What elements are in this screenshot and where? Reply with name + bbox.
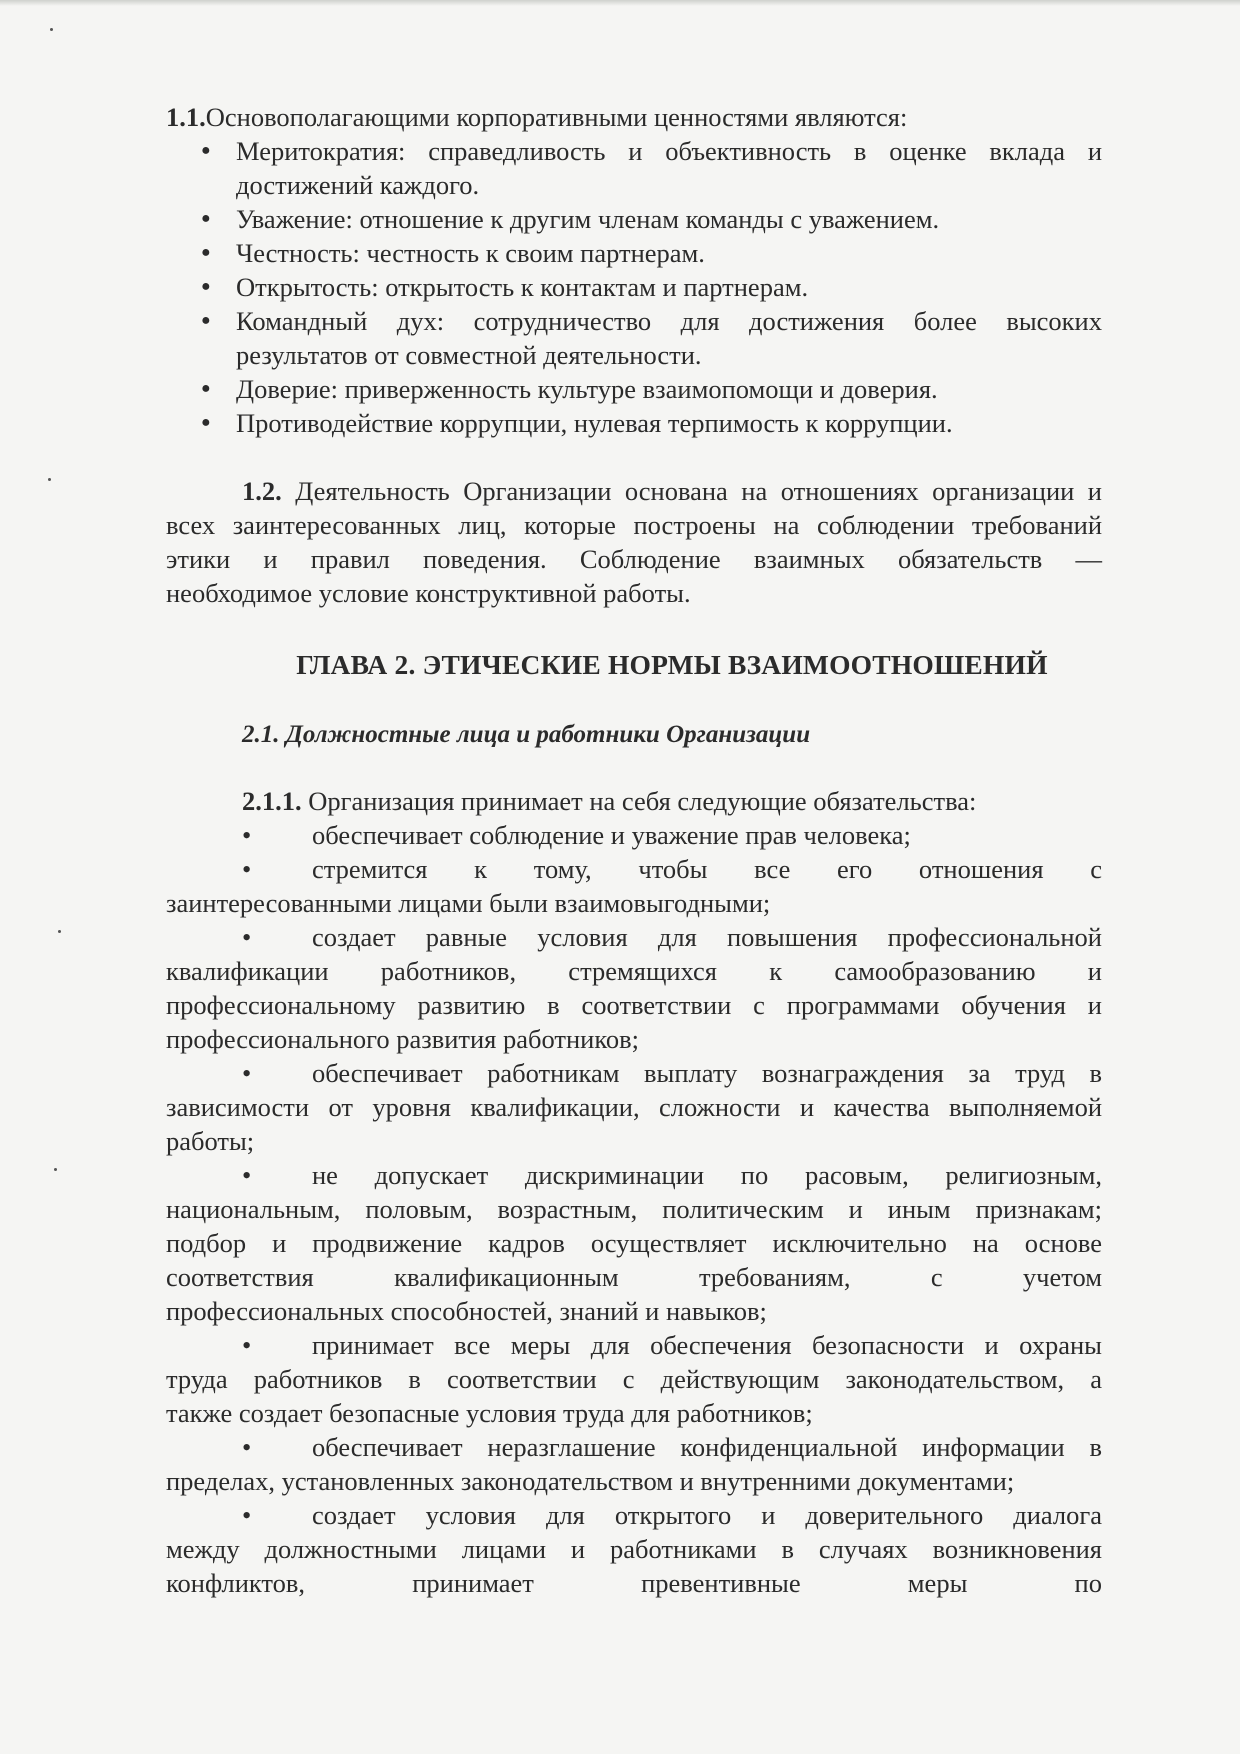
item-2-1-1-intro [166, 784, 1102, 818]
obligation-item-line: подбор и продвижение кадров осуществляет исключительно на основе [166, 1228, 1102, 1258]
scan-speck [54, 1168, 57, 1171]
obligation-item-first-line [166, 1430, 1102, 1464]
core-value-item [166, 134, 1102, 202]
obligation-item-line: профессионального развития работников; [166, 1024, 639, 1054]
obligation-item-line: зависимости от уровня квалификации, сложности и качества выполняемой [166, 1092, 1102, 1122]
core-value-line: ● Уважение: отношение к другим членам команды с уважением. [236, 204, 940, 234]
obligation-text: обеспечивает работникам выплату вознаграждения за труд в [312, 1058, 1102, 1088]
subsection-heading: 2.1. Должностные лица и работники Организации [242, 721, 811, 748]
core-value-item [166, 406, 1102, 440]
obligation-item-line: профессиональному развитию в соответствии с программами обучения и [166, 990, 1102, 1020]
bullet-dot: • [242, 854, 252, 884]
obligation-item-line: труда работников в соответствии с действующим законодательством, а [166, 1364, 1102, 1394]
obligation-item-first-line [166, 1498, 1102, 1532]
paragraph-text: Деятельность Организации основана на отношениях организации и [281, 476, 1102, 506]
obligation-item-first-line [166, 920, 1102, 954]
core-value-item [166, 236, 1102, 270]
core-value-line: достижений каждого. [236, 170, 480, 200]
obligation-item-line: конфликтов, принимает превентивные меры по [166, 1568, 1102, 1598]
bullet-dot: • [242, 820, 252, 850]
section-1-1-intro [166, 100, 1102, 134]
bullet-dot: • [242, 1160, 252, 1190]
item-number: 2.1.1. [242, 786, 302, 816]
section-1-2-line: необходимое условие конструктивной работы. [166, 578, 691, 608]
section-number: 1.1. [166, 102, 206, 132]
item-intro-text: Организация принимает на себя следующие обязательства: [301, 786, 977, 816]
obligation-item-first-line [166, 852, 1102, 886]
obligation-item-line: соответствия квалификационным требованиям, с учетом [166, 1262, 1102, 1292]
obligation-item-line: профессиональных способностей, знаний и навыков; [166, 1296, 767, 1326]
obligation-text: принимает все меры для обеспечения безопасности и охраны [312, 1330, 1102, 1360]
obligation-item-line: работы; [166, 1126, 255, 1156]
core-values-list [166, 134, 1102, 440]
core-value-line: ● Открытость: открытость к контактам и партнерам. [236, 272, 809, 302]
core-value-item [166, 270, 1102, 304]
section-1-2-line: всех заинтересованных лиц, которые построены на соблюдении требований [166, 510, 1102, 540]
spacer [166, 752, 1102, 784]
spacer [166, 610, 1102, 648]
obligation-item-line: между должностными лицами и работниками в случаях возникновения [166, 1534, 1102, 1564]
bullet-dot: • [242, 1500, 252, 1530]
scan-top-edge [0, 0, 1240, 6]
document-body [166, 100, 1102, 1600]
core-value-line: результатов от совместной деятельности. [236, 340, 702, 370]
obligation-item-first-line [166, 818, 1102, 852]
obligation-text: обеспечивает соблюдение и уважение прав человека; [312, 820, 911, 850]
bullet-dot: • [242, 1330, 252, 1360]
obligation-item-line: пределах, установленных законодательством и внутренними документами; [166, 1466, 1015, 1496]
section-intro-text: Основополагающими корпоративными ценностями являются: [205, 102, 908, 132]
spacer [166, 682, 1102, 718]
obligation-text: стремится к тому, чтобы все его отношения с [312, 854, 1102, 884]
core-value-line: ● Противодействие коррупции, нулевая терпимость к коррупции. [236, 408, 953, 438]
core-value-item [166, 202, 1102, 236]
obligation-item-line: квалификации работников, стремящихся к самообразованию и [166, 956, 1102, 986]
core-value-line: ● Доверие: приверженность культуре взаимопомощи и доверия. [236, 374, 938, 404]
obligation-item-line: заинтересованными лицами были взаимовыгодными; [166, 888, 771, 918]
bullet-dot: • [242, 1058, 252, 1088]
obligation-item-line: также создает безопасные условия труда для работников; [166, 1398, 813, 1428]
core-value-item [166, 372, 1102, 406]
obligation-item-first-line [166, 1158, 1102, 1192]
core-value-item [166, 304, 1102, 372]
section-1-2-line: этики и правил поведения. Соблюдение взаимных обязательств — [166, 544, 1102, 574]
section-number: 1.2. [242, 476, 282, 506]
scan-speck [50, 28, 53, 31]
obligation-text: создает условия для открытого и доверительного диалога [312, 1500, 1102, 1530]
core-value-line: ● Меритократия: справедливость и объективность в оценке вклада и [236, 136, 1102, 166]
bullet-dot: • [242, 1432, 252, 1462]
spacer [166, 440, 1102, 474]
obligation-text: обеспечивает неразглашение конфиденциальной информации в [312, 1432, 1102, 1462]
core-value-line: ● Командный дух: сотрудничество для достижения более высоких [236, 306, 1102, 336]
chapter-heading: ГЛАВА 2. ЭТИЧЕСКИЕ НОРМЫ ВЗАИМООТНОШЕНИЙ [296, 649, 1048, 680]
scan-speck [58, 930, 61, 933]
scan-speck [48, 478, 51, 481]
section-1-2-line [166, 474, 1102, 508]
bullet-dot: • [242, 922, 252, 952]
obligation-item-line: национальным, половым, возрастным, политическим и иным признакам; [166, 1194, 1102, 1224]
obligation-text: создает равные условия для повышения профессиональной [312, 922, 1102, 952]
obligation-item-first-line [166, 1056, 1102, 1090]
core-value-line: ● Честность: честность к своим партнерам. [236, 238, 705, 268]
obligations-list [166, 818, 1102, 1600]
obligation-item-first-line [166, 1328, 1102, 1362]
obligation-text: не допускает дискриминации по расовым, религиозным, [312, 1160, 1102, 1190]
